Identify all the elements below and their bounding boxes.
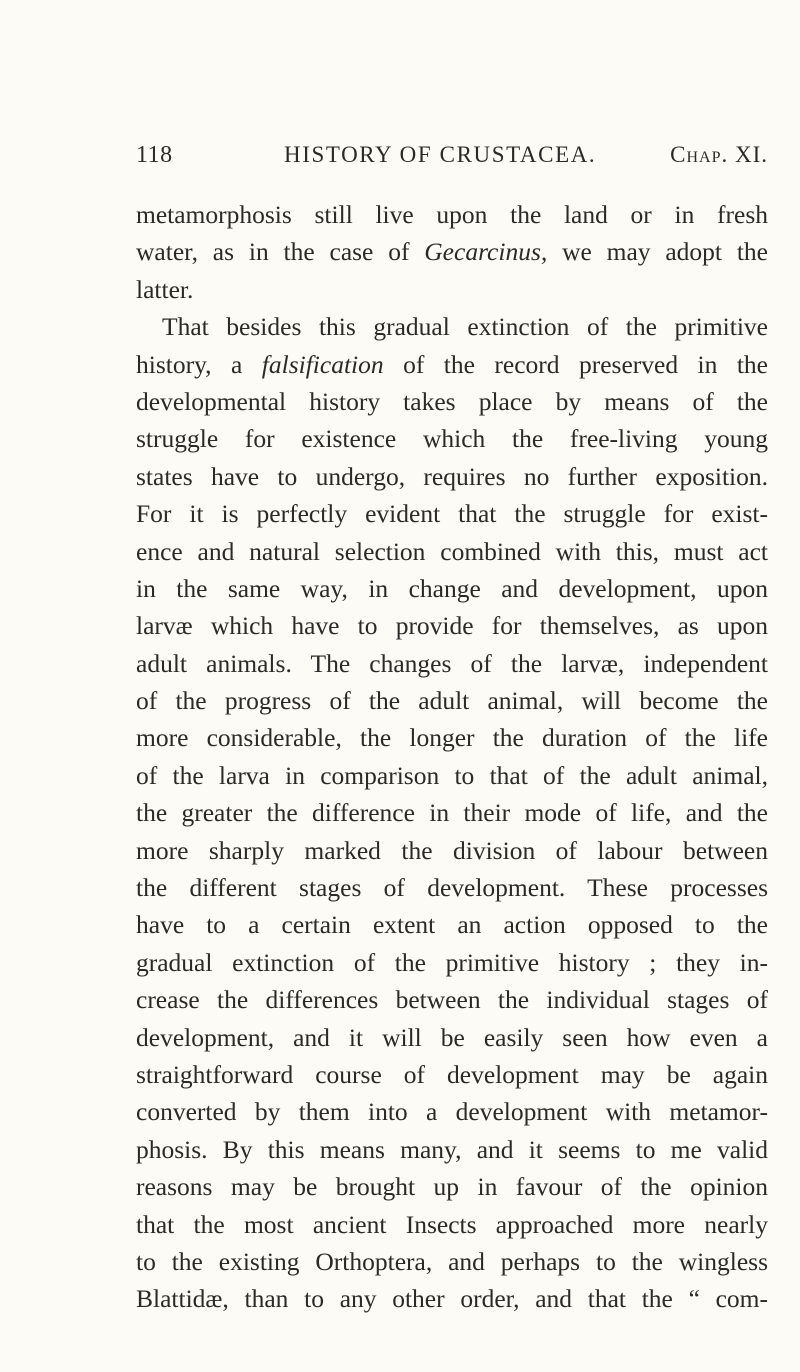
line-text: For it is perfectly evident that the struggle for exist-: [136, 499, 768, 529]
text-line: [136, 383, 768, 420]
text-line: [136, 607, 768, 644]
line-text: have to a certain extent an action opposed to the: [136, 910, 768, 940]
text-line: [136, 981, 768, 1018]
line-text: development, and it will be easily seen how even a: [136, 1022, 768, 1052]
text-line: [136, 420, 768, 457]
line-text: to the existing Orthoptera, and perhaps to the wingless: [136, 1246, 768, 1276]
text-line: [136, 906, 768, 943]
page-number: 118: [136, 142, 173, 168]
text-line: [136, 1280, 768, 1317]
text-line: [136, 308, 768, 345]
line-text: adult animals. The changes of the larvæ, independent: [136, 648, 768, 678]
italic-term: Gecarcinus,: [424, 237, 548, 267]
line-text: states have to undergo, requires no further exposition.: [136, 461, 768, 491]
line-text: more considerable, the longer the duration of the life: [136, 723, 768, 753]
text-line: [136, 1168, 768, 1205]
line-text: we may adopt the: [547, 237, 768, 267]
text-line: [136, 1093, 768, 1130]
line-text: straightforward course of development may be again: [136, 1059, 768, 1089]
text-line: [136, 1243, 768, 1280]
text-line: [136, 645, 768, 682]
line-text: more sharply marked the division of labour between: [136, 835, 768, 865]
text-line: [136, 944, 768, 981]
text-line: [136, 869, 768, 906]
line-text: crease the differences between the individual stages of: [136, 985, 768, 1015]
line-text: water, as in the case of: [136, 237, 425, 267]
line-text: the different stages of development. These processes: [136, 873, 768, 903]
line-text: latter.: [136, 274, 194, 304]
body-text: [136, 196, 768, 1318]
line-text: ence and natural selection combined with this, must act: [136, 536, 768, 566]
text-line: [136, 682, 768, 719]
line-text: that the most ancient Insects approached more nearly: [136, 1209, 768, 1239]
line-text: history, a: [136, 349, 262, 379]
line-text: developmental history takes place by means of the: [136, 386, 768, 416]
line-text: reasons may be brought up in favour of the opinion: [136, 1172, 768, 1202]
text-line: [136, 719, 768, 756]
line-text: of the larva in comparison to that of the adult animal,: [136, 760, 768, 790]
text-line: [136, 570, 768, 607]
line-text: Blattidæ, than to any other order, and that the “ com-: [136, 1284, 768, 1314]
text-line: [136, 1019, 768, 1056]
italic-term: falsification: [261, 349, 384, 379]
page-header: [136, 142, 768, 176]
text-line: [136, 794, 768, 831]
line-text: That besides this gradual extinction of the primitive: [162, 312, 768, 342]
text-line: [136, 1056, 768, 1093]
text-line: [136, 271, 768, 308]
text-line: [136, 233, 768, 270]
line-text: of the record preserved in the: [383, 349, 768, 379]
chapter-label: Chap. XI.: [670, 142, 768, 167]
text-line: [136, 196, 768, 233]
text-line: [136, 495, 768, 532]
text-line: [136, 1131, 768, 1168]
text-line: [136, 832, 768, 869]
line-text: in the same way, in change and development, upon: [136, 573, 768, 603]
text-line: [136, 533, 768, 570]
line-text: struggle for existence which the free-living young: [136, 424, 768, 454]
running-title: HISTORY OF CRUSTACEA.: [284, 142, 597, 167]
text-line: [136, 757, 768, 794]
line-text: of the progress of the adult animal, will become the: [136, 686, 768, 716]
line-text: converted by them into a development with metamor-: [136, 1097, 768, 1127]
text-line: [136, 458, 768, 495]
line-text: larvæ which have to provide for themselves, as upon: [136, 611, 768, 641]
text-line: [136, 346, 768, 383]
line-text: metamorphosis still live upon the land or in fresh: [136, 200, 768, 229]
text-line: [136, 1206, 768, 1243]
line-text: phosis. By this means many, and it seems to me valid: [136, 1134, 768, 1164]
line-text: the greater the difference in their mode of life, and the: [136, 798, 768, 828]
line-text: gradual extinction of the primitive history ; they in-: [136, 947, 768, 977]
